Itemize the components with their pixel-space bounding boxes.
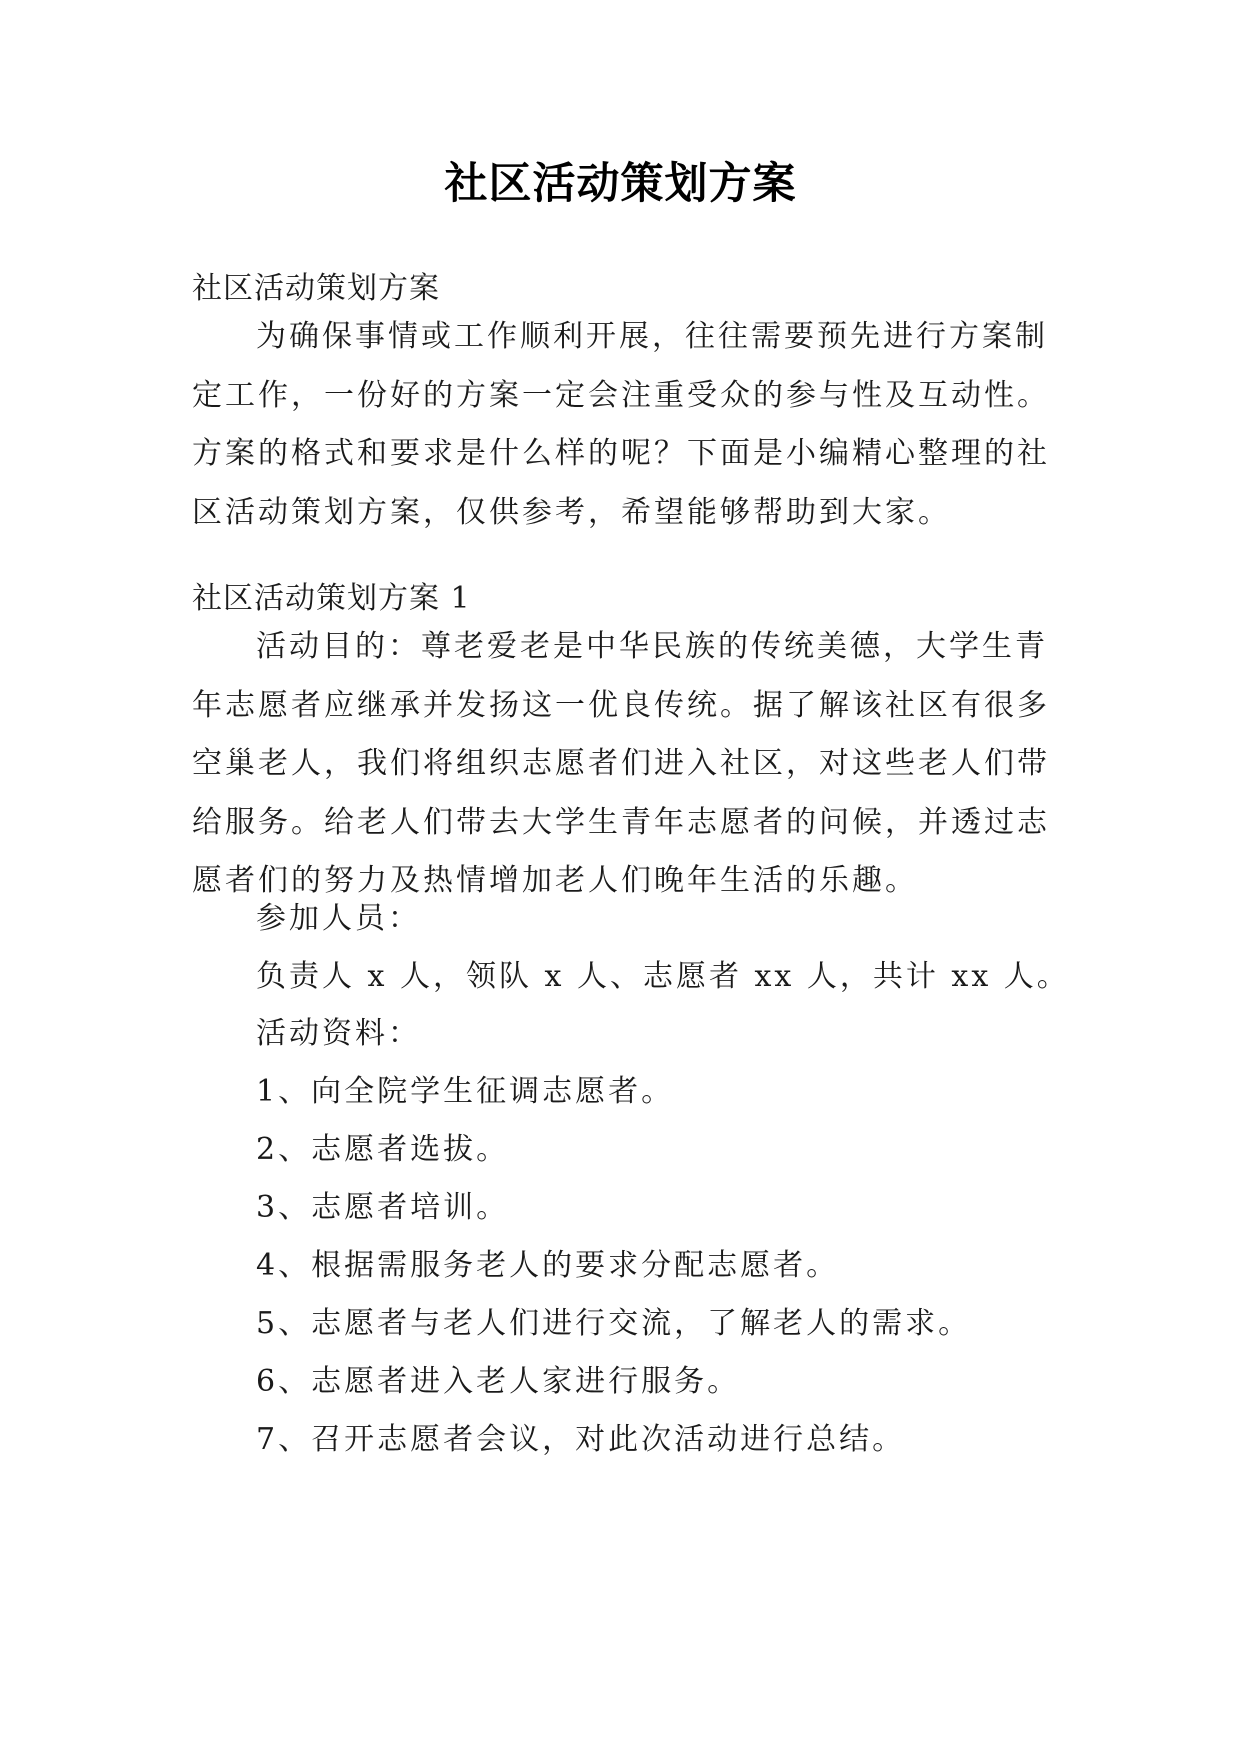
list-item: 5、志愿者与老人们进行交流，了解老人的需求。	[256, 1306, 972, 1341]
intro-paragraph	[192, 308, 1072, 542]
list-item: 3、志愿者培训。	[256, 1190, 510, 1225]
purpose-text: 活动目的：尊老爱老是中华民族的传统美德，大学生青年志愿者应继承并发扬这一优良传统。据了解该社区有很多空巢老人，我们将组织志愿者们进入社区，对这些老人们带给服务。给老人们带去大学生青年志愿者的问候，并透过志愿者们的努力及热情增加老人们晚年生活的乐趣。	[192, 629, 1050, 898]
participants-text: 负责人 x 人，领队 x 人、志愿者 xx 人，共计 xx 人。	[256, 959, 1070, 994]
list-item: 2、志愿者选拔。	[256, 1132, 510, 1167]
intro-text: 为确保事情或工作顺利开展，往往需要预先进行方案制定工作，一份好的方案一定会注重受众的参与性及互动性。方案的格式和要求是什么样的呢？下面是小编精心整理的社区活动策划方案，仅供参考，希望能够帮助到大家。	[192, 319, 1050, 530]
document-title: 社区活动策划方案	[444, 159, 797, 209]
list-item: 7、召开志愿者会议，对此次活动进行总结。	[256, 1422, 906, 1457]
purpose-paragraph	[192, 618, 1072, 911]
participants-label: 参加人员：	[256, 901, 421, 936]
section1-heading: 社区活动策划方案 1	[192, 581, 471, 616]
materials-label: 活动资料：	[256, 1016, 421, 1051]
list-item: 4、根据需服务老人的要求分配志愿者。	[256, 1248, 840, 1283]
list-item: 1、向全院学生征调志愿者。	[256, 1074, 675, 1109]
document-subtitle: 社区活动策划方案	[192, 271, 440, 306]
list-item: 6、志愿者进入老人家进行服务。	[256, 1364, 741, 1399]
